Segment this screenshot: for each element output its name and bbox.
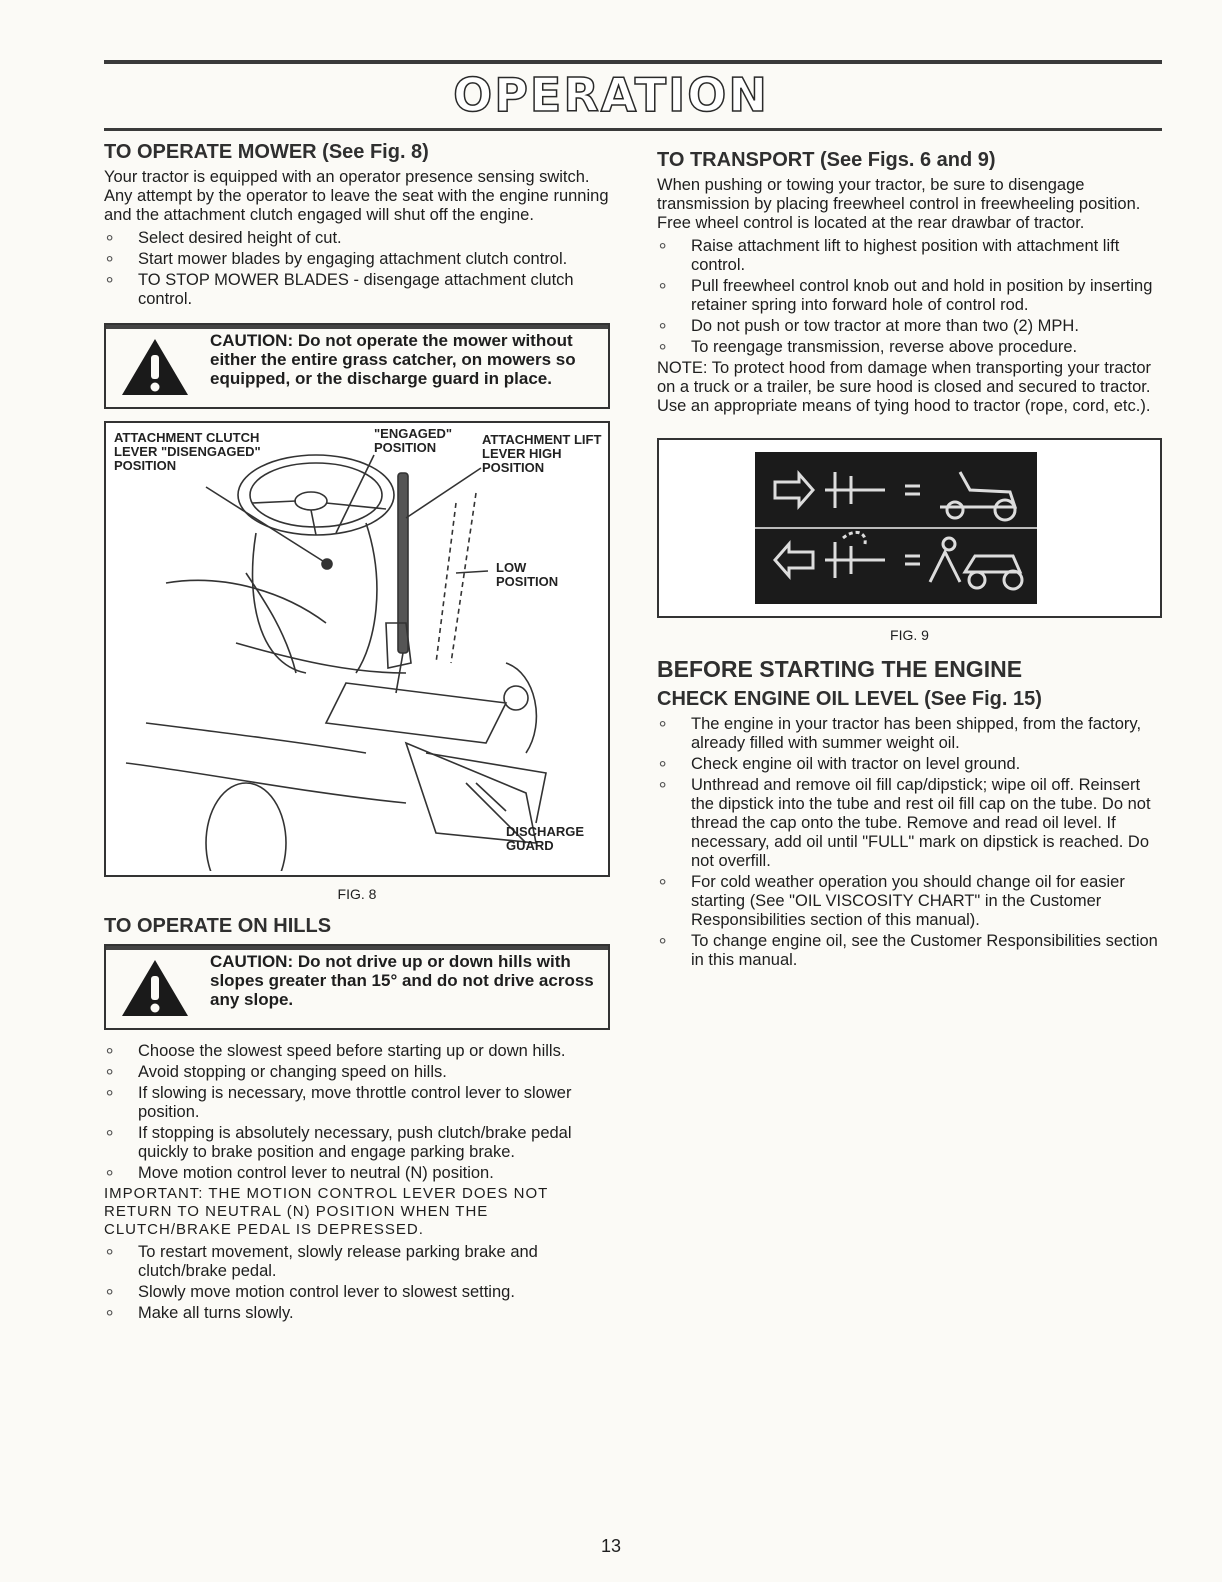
mower-heading: TO OPERATE MOWER (See Fig. 8) xyxy=(104,141,429,163)
list-item: ∘ Select desired height of cut. xyxy=(104,229,610,248)
transport-note: NOTE: To protect hood from damage when transporting your tractor on a truck or a trailer, be sure hood is closed and secured to tractor. Use an appropriate means of tying hood to tractor (rope, cord, etc.). xyxy=(657,359,1152,415)
tractor-controls-drawing xyxy=(106,423,608,871)
caution-bar xyxy=(106,325,608,329)
warning-triangle-icon xyxy=(120,958,190,1018)
list-item: ∘ If stopping is absolutely necessary, push clutch/brake pedal quickly to brake position and engage parking brake. xyxy=(104,1124,610,1162)
list-item: ∘ Start mower blades by engaging attachment clutch control. xyxy=(104,250,610,269)
list-item: ∘ Check engine oil with tractor on level ground. xyxy=(657,755,1162,774)
list-item: ∘ To reengage transmission, reverse above procedure. xyxy=(657,338,1162,357)
transport-heading: TO TRANSPORT (See Figs. 6 and 9) xyxy=(657,149,996,171)
mower-intro: Your tractor is equipped with an operator presence sensing switch. Any attempt by the operator to leave the seat with the engine running and the attachment clutch engaged will shut off the engine. xyxy=(104,168,609,224)
fig8-illustration xyxy=(104,421,610,877)
list-item: ∘ Move motion control lever to neutral (N) position. xyxy=(104,1164,610,1183)
transport-intro: When pushing or towing your tractor, be sure to disengage transmission by placing freewheel control in freewheeling position. Free wheel control is located at the rear drawbar of tractor. xyxy=(657,176,1141,232)
caution-bar xyxy=(106,946,608,950)
list-item: ∘ Pull freewheel control knob out and hold in position by inserting retainer spring into forward hole of control rod. xyxy=(657,277,1162,315)
hills-caution-text: CAUTION: Do not drive up or down hills with slopes greater than 15° and do not drive across any slope. xyxy=(210,952,594,1009)
important-note: IMPORTANT: THE MOTION CONTROL LEVER DOES NOT RETURN TO NEUTRAL (N) POSITION WHEN THE CLUTCH/BRAKE PEDAL IS DEPRESSED. xyxy=(104,1185,549,1238)
fig9-illustration xyxy=(657,438,1162,618)
oil-bullets xyxy=(657,715,1162,970)
list-item: ∘ Make all turns slowly. xyxy=(104,1304,610,1323)
freewheel-decal-drawing xyxy=(755,452,1037,604)
right-column xyxy=(657,148,1162,972)
page-number: 13 xyxy=(600,1536,622,1556)
header-rule-bottom xyxy=(104,128,1162,131)
freewheel-decal xyxy=(755,452,1037,604)
list-item: ∘ To change engine oil, see the Customer Responsibilities section in this manual. xyxy=(657,932,1162,970)
mower-caution-box xyxy=(104,323,610,409)
page-title: OPERATION xyxy=(453,68,769,122)
label-engaged-position: "ENGAGED" POSITION xyxy=(374,426,453,455)
list-item: ∘ Choose the slowest speed before starting up or down hills. xyxy=(104,1042,610,1061)
label-clutch-lever: ATTACHMENT CLUTCH LEVER "DISENGAGED" POSITION xyxy=(114,430,261,473)
header-rule-top xyxy=(104,60,1162,64)
list-item: ∘ Do not push or tow tractor at more than two (2) MPH. xyxy=(657,317,1162,336)
hills-bullets xyxy=(104,1042,610,1183)
label-lift-lever-high: ATTACHMENT LIFT LEVER HIGH POSITION xyxy=(482,432,602,475)
warning-triangle-icon xyxy=(120,337,190,397)
list-item: ∘ Avoid stopping or changing speed on hills. xyxy=(104,1063,610,1082)
list-item: ∘ For cold weather operation you should change oil for easier starting (See "OIL VISCOSITY CHART" in the Customer Responsibilities section of this manual). xyxy=(657,873,1162,930)
list-item: ∘ The engine in your tractor has been shipped, from the factory, already filled with summer weight oil. xyxy=(657,715,1162,753)
mower-bullets xyxy=(104,229,610,309)
transport-bullets xyxy=(657,237,1162,357)
hills-bullets-2 xyxy=(104,1243,610,1323)
label-low-position: LOW POSITION xyxy=(496,560,559,589)
before-heading: BEFORE STARTING THE ENGINE xyxy=(657,656,1023,682)
list-item: ∘ If slowing is necessary, move throttle control lever to slower position. xyxy=(104,1084,610,1122)
list-item: ∘ To restart movement, slowly release parking brake and clutch/brake pedal. xyxy=(104,1243,610,1281)
fig8-caption: FIG. 8 xyxy=(337,886,377,902)
label-discharge-guard: DISCHARGE GUARD xyxy=(506,824,585,853)
fig9-caption: FIG. 9 xyxy=(890,627,929,643)
left-column xyxy=(104,140,610,1325)
check-oil-heading: CHECK ENGINE OIL LEVEL (See Fig. 15) xyxy=(657,688,1042,710)
list-item: ∘ TO STOP MOWER BLADES - disengage attachment clutch control. xyxy=(104,271,610,309)
list-item: ∘ Unthread and remove oil fill cap/dipstick; wipe oil off. Reinsert the dipstick into the tube and rest oil fill cap on the tube. Do not thread the cap onto the tube. Remove and read oil level. If necessary, add oil until "FULL" mark on dipstick is reached. Do not overfill. xyxy=(657,776,1162,871)
list-item: ∘ Slowly move motion control lever to slowest setting. xyxy=(104,1283,610,1302)
hills-caution-box xyxy=(104,944,610,1030)
hills-heading: TO OPERATE ON HILLS xyxy=(104,915,332,937)
list-item: ∘ Raise attachment lift to highest position with attachment lift control. xyxy=(657,237,1162,275)
mower-caution-text: CAUTION: Do not operate the mower without either the entire grass catcher, on mowers so equipped, or the discharge guard in place. xyxy=(210,331,576,388)
